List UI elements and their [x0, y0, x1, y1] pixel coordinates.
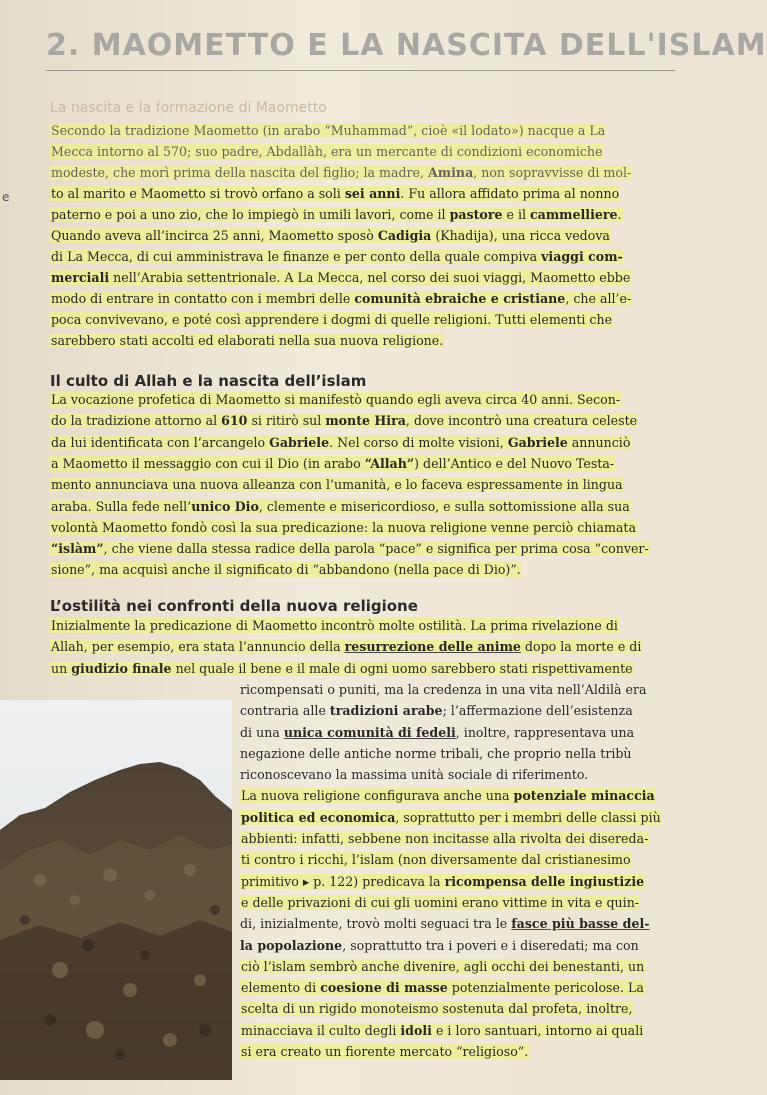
text-line: poca convivevano, e poté così apprendere i dogmi di quelle religioni. Tutti elementi che	[51, 312, 613, 327]
text-line: un giudizio finale nel quale il bene e il male di ogni uomo sarebbero stati rispettivamente	[51, 660, 633, 676]
text-line: abbienti: infatti, sebbene non incitasse alla rivolta dei diseredа-	[241, 831, 649, 846]
text-line: La nuova religione configurava anche una potenziale minaccia	[241, 788, 655, 804]
text-line: to al marito e Maometto si trovò orfano a soli sei anni. Fu allora affidato prima al nonno	[51, 186, 620, 201]
text-line: di una unica comunità di fedeli, inoltre, rappresentava una	[240, 724, 635, 740]
text-line: mento annunciava una nuova alleanza con l’umanità, e lo faceva espressamente in lingua	[51, 477, 623, 493]
text-line: e delle privazioni di cui gli uomini erano vittime in vita e quin-	[241, 894, 640, 910]
chapter-rule	[46, 70, 675, 71]
section-heading-birth: La nascita e la formazione di Maometto	[50, 100, 327, 116]
text-line: si era creato un fiorente mercato “religioso”.	[241, 1044, 529, 1059]
text-line: Quando aveva all’incirca 25 anni, Maometto sposò Cadigia (Khadija), una ricca vedova	[51, 228, 610, 243]
text-line: contraria alle tradizioni arabe; l’affermazione dell’esistenza	[240, 703, 633, 719]
text-line: volontà Maometto fondò così la sua predicazione: la nuova religione venne perciò chiamata	[51, 519, 636, 535]
text-line: a Maometto il messaggio con cui il Dio (in arabo “Allah”) dell’Antico e del Nuovo Testa-	[51, 455, 615, 471]
text-line: riconoscevano la massima unità sociale di riferimento.	[240, 767, 589, 783]
text-line: da lui identificata con l’arcangelo Gabriele. Nel corso di molte visioni, Gabriele annunciò	[51, 434, 631, 450]
text-line: la popolazione, soprattutto tra i poveri e i diseredati; ma con	[240, 937, 639, 953]
text-line: sione”, ma acquisì anche il significato di “abbandono (nella pace di Dio)”.	[51, 562, 521, 578]
text-line: modo di entrare in contatto con i membri delle comunità ebraiche e cristiane, che all’e-	[51, 291, 632, 306]
text-line: di La Mecca, di cui amministrava le finanze e per conto della quale compiva viaggi com-	[51, 249, 623, 264]
text-line: do la tradizione attorno al 610 si ritirò sul monte Hira, dove incontrò una creatura celeste	[51, 413, 638, 429]
section-heading-allah-cult: Il culto di Allah e la nascita dell’islam	[50, 372, 367, 390]
text-line: primitivo ▸ p. 122) predicava la ricompensa delle ingiustizie	[241, 873, 645, 889]
chapter-title: 2. MAOMETTO E LA NASCITA DELL'ISLAM	[46, 28, 767, 63]
text-line: ti contro i ricchi, l’islam (non diversamente dal cristianesimo	[241, 852, 631, 868]
text-line: Secondo la tradizione Maometto (in arabo “Muhammad”, cioè «il lodato») nacque a La	[51, 123, 606, 138]
text-line: elemento di coesione di masse potenzialmente pericolose. La	[241, 980, 644, 996]
text-line: araba. Sulla fede nell’unico Dio, clemente e misericordioso, e sulla sottomissione alla sua	[51, 498, 630, 514]
text-line: “islàm”, che viene dalla stessa radice della parola “pace” e significa per prima cosa “conver-	[51, 541, 649, 557]
text-line: ciò l’islam sembrò anche divenire, agli occhi dei benestanti, un	[241, 958, 645, 974]
text-line: negazione delle antiche norme tribali, che proprio nella tribù	[240, 745, 632, 761]
text-line: minacciava il culto degli idoli e i loro santuari, intorno ai quali	[241, 1022, 644, 1038]
rocky-hill-photo	[0, 700, 232, 1080]
text-line: merciali nell’Arabia settentrionale. A La Mecca, nel corso dei suoi viaggi, Maometto ebbe	[51, 270, 631, 285]
text-line: La vocazione profetica di Maometto si manifestò quando egli aveva circa 40 anni. Secon-	[51, 392, 621, 407]
text-line: Allah, per esempio, era stata l’annuncio della resurrezione delle anime dopo la morte e di	[51, 639, 642, 655]
text-line: sarebbero stati accolti ed elaborati nella sua nuova religione.	[51, 333, 444, 348]
text-line: modeste, che morì prima della nascita del figlio; la madre, Amina, non sopravvisse di mol-	[51, 165, 632, 180]
text-line: Mecca intorno al 570; suo padre, Abdallàh, era un mercante di condizioni economiche	[51, 144, 603, 159]
margin-mark: e	[2, 190, 10, 204]
section-heading-hostility: L’ostilità nei confronti della nuova religione	[50, 597, 418, 615]
text-line: di, inizialmente, trovò molti seguaci tra le fasce più basse del-	[240, 916, 650, 932]
text-line: ricompensati o puniti, ma la credenza in una vita nell’Aldilà era	[240, 681, 647, 697]
text-line: Inizialmente la predicazione di Maometto incontrò molte ostilità. La prima rivelazione di	[51, 618, 618, 633]
text-line: paterno e poi a uno zio, che lo impiegò in umili lavori, come il pastore e il cammelliere.	[51, 207, 622, 222]
text-line: politica ed economica, soprattutto per i membri delle classi più	[241, 809, 661, 825]
text-line: scelta di un rigido monoteismo sostenuta dal profeta, inoltre,	[241, 1001, 633, 1017]
